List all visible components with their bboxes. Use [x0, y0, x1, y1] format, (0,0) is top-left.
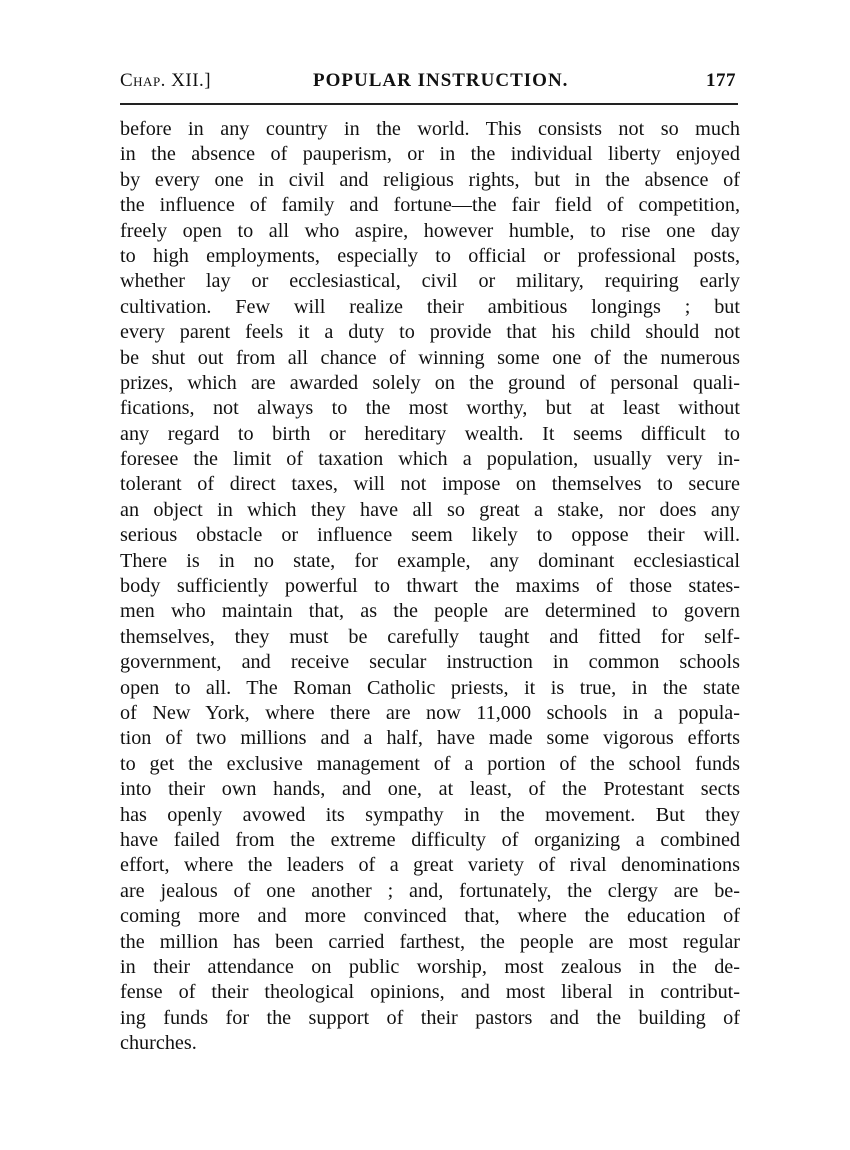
- text-line: tolerant of direct taxes, will not impose on themselves to secure: [120, 473, 740, 496]
- text-line: open to all. The Roman Catholic priests, it is true, in the state: [120, 676, 740, 699]
- text-line: into their own hands, and one, at least, of the Protestant sects: [120, 778, 740, 801]
- page-number: 177: [706, 70, 736, 91]
- text-line: effort, where the leaders of a great variety of rival denominations: [120, 854, 740, 877]
- text-line: any regard to birth or hereditary wealth. It seems difficult to: [120, 422, 740, 445]
- text-line: There is in no state, for example, any dominant ecclesiastical: [120, 549, 740, 572]
- text-line: to high employments, especially to official or professional posts,: [120, 244, 740, 267]
- running-head: [120, 70, 738, 94]
- text-line: by every one in civil and religious rights, but in the absence of: [120, 168, 740, 191]
- text-line: an object in which they have all so great a stake, nor does any: [120, 498, 740, 521]
- text-line: foresee the limit of taxation which a population, usually very in-: [120, 448, 740, 471]
- text-line: the million has been carried farthest, the people are most regular: [120, 930, 740, 953]
- text-line: government, and receive secular instruction in common schools: [120, 651, 740, 674]
- text-line: to get the exclusive management of a portion of the school funds: [120, 752, 740, 775]
- text-line: in the absence of pauperism, or in the individual liberty enjoyed: [120, 143, 740, 166]
- text-line: has openly avowed its sympathy in the movement. But they: [120, 803, 740, 826]
- body-paragraph: [120, 117, 740, 1056]
- text-line: men who maintain that, as the people are determined to govern: [120, 600, 740, 623]
- text-line: freely open to all who aspire, however humble, to rise one day: [120, 219, 740, 242]
- text-line: are jealous of one another ; and, fortunately, the clergy are be-: [120, 879, 740, 902]
- text-line: in their attendance on public worship, most zealous in the de-: [120, 955, 740, 978]
- text-line: serious obstacle or influence seem likely to oppose their will.: [120, 524, 740, 547]
- text-line: coming more and more convinced that, where the education of: [120, 905, 740, 928]
- text-line: of New York, where there are now 11,000 schools in a popula-: [120, 701, 740, 724]
- text-line: the influence of family and fortune—the fair field of competition,: [120, 194, 740, 217]
- text-line: fense of their theological opinions, and most liberal in contribut-: [120, 981, 740, 1004]
- text-line: have failed from the extreme difficulty of organizing a combined: [120, 828, 740, 851]
- header-rule: [120, 103, 738, 105]
- text-line: every parent feels it a duty to provide that his child should not: [120, 321, 740, 344]
- text-line: be shut out from all chance of winning some one of the numerous: [120, 346, 740, 369]
- text-line: fications, not always to the most worthy, but at least without: [120, 397, 740, 420]
- text-line: body sufficiently powerful to thwart the maxims of those states-: [120, 575, 740, 598]
- text-line: cultivation. Few will realize their ambitious longings ; but: [120, 295, 740, 318]
- text-line: tion of two millions and a half, have made some vigorous efforts: [120, 727, 740, 750]
- text-line: churches.: [120, 1032, 197, 1055]
- text-line: before in any country in the world. This consists not so much: [120, 118, 740, 140]
- chapter-label: Chap. XII.]: [120, 70, 212, 91]
- text-line: ing funds for the support of their pastors and the building of: [120, 1006, 740, 1029]
- text-line: themselves, they must be carefully taught and fitted for self-: [120, 625, 740, 648]
- text-line: whether lay or ecclesiastical, civil or military, requiring early: [120, 270, 740, 293]
- text-line: prizes, which are awarded solely on the ground of personal quali-: [120, 371, 740, 394]
- running-title: POPULAR INSTRUCTION.: [313, 70, 569, 91]
